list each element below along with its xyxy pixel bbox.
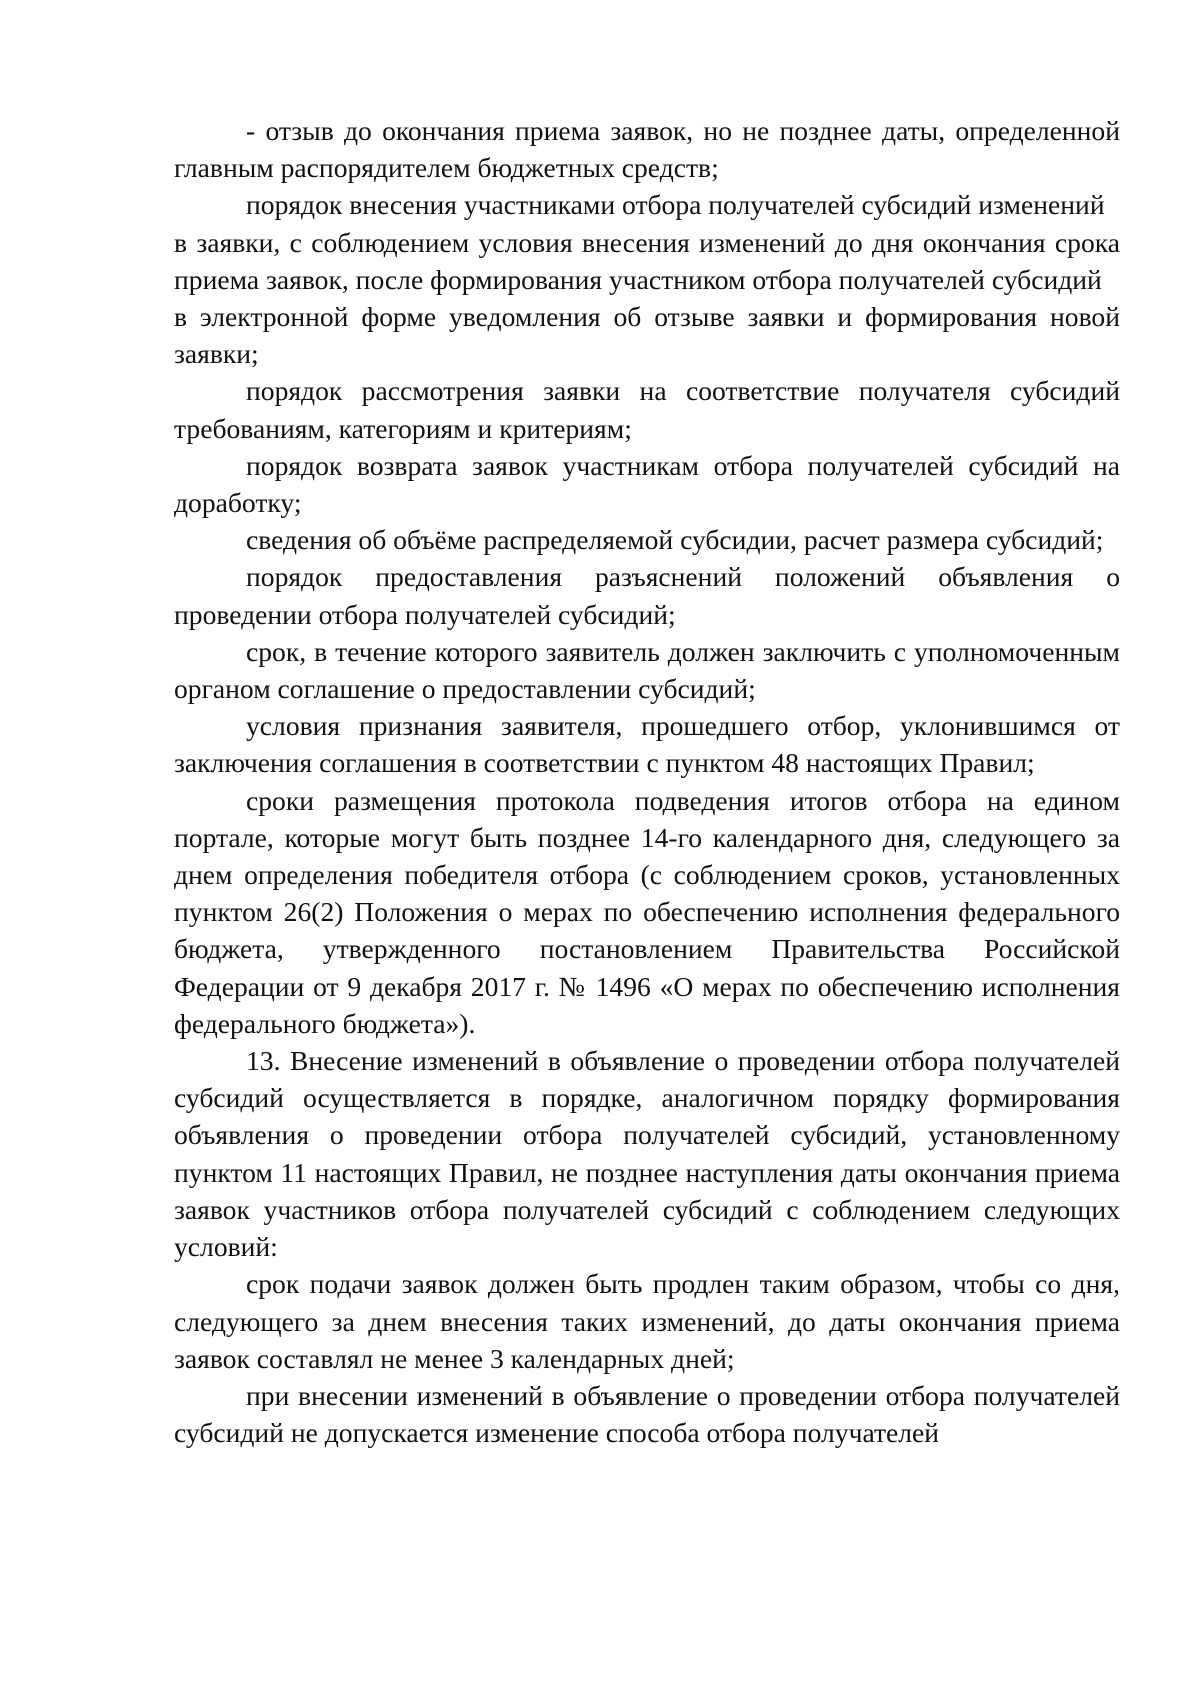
paragraph-electronic-form: в электронной форме уведомления об отзыве заявки и формирования новой заявки; [174,301,1120,370]
paragraph-deadline-extension: срок подачи заявок должен быть продлен таким образом, чтобы со дня, следующего за днем внесения таких изменений, до даты окончания приема заявок составлял не менее 3 календарных дней; [174,1268,1120,1374]
paragraph-method-change: при внесении изменений в объявление о проведении отбора получателей субсидий не допускается изменение способа отбора получателей [174,1379,1120,1449]
paragraph-changes-procedure: порядок внесения участниками отбора получателей субсидий изменений [246,189,1105,221]
paragraph-section-13: 13. Внесение изменений в объявление о проведении отбора получателей субсидий осуществляется в порядке, аналогичном порядку формирования объявления о проведении отбора получателей субсидий, установленному пунктом 11 настоящих Правил, не позднее наступления даты окончания приема заявок участников отбора получателей субсидий с соблюдением следующих условий: [174,1045,1120,1263]
paragraph-withdrawal: - отзыв до окончания приема заявок, но не позднее даты, определенной главным распорядителем бюджетных средств; [174,115,1120,184]
paragraph-evasion-conditions: условия признания заявителя, прошедшего отбор, уклонившимся от заключения соглашения в соответствии с пунктом 48 настоящих Правил; [174,710,1120,779]
paragraph-changes-conditions: в заявки, с соблюдением условия внесения изменений до дня окончания срока приема заявок, после формирования участником отбора получателей субсидий [174,226,1120,295]
paragraph-agreement-term: срок, в течение которого заявитель должен заключить с уполномоченным органом соглашение о предоставлении субсидий; [174,635,1120,705]
paragraph-review-procedure: порядок рассмотрения заявки на соответствие получателя субсидий требованиям, категориям и критериям; [174,375,1120,444]
paragraph-subsidy-volume: сведения об объёме распределяемой субсидии, расчет размера субсидий; [246,524,1104,556]
paragraph-protocol-terms: сроки размещения протокола подведения итогов отбора на едином портале, которые могут быть позднее 14-го календарного дня, следующего за днем определения победителя отбора (с соблюдением сроков, установленных пунктом 26(2) Положения о мерах по обеспечению исполнения федерального бюджета, утвержденного постановлением Правительства Российской Федерации от 9 декабря 2017 г. № 1496 «О мерах по обеспечению исполнения федерального бюджета»). [174,784,1120,1039]
paragraph-clarifications: порядок предоставления разъяснений положений объявления о проведении отбора получателей субсидий; [174,561,1120,630]
paragraph-return-procedure: порядок возврата заявок участникам отбора получателей субсидий на доработку; [174,449,1120,519]
document-body [174,112,1120,1451]
